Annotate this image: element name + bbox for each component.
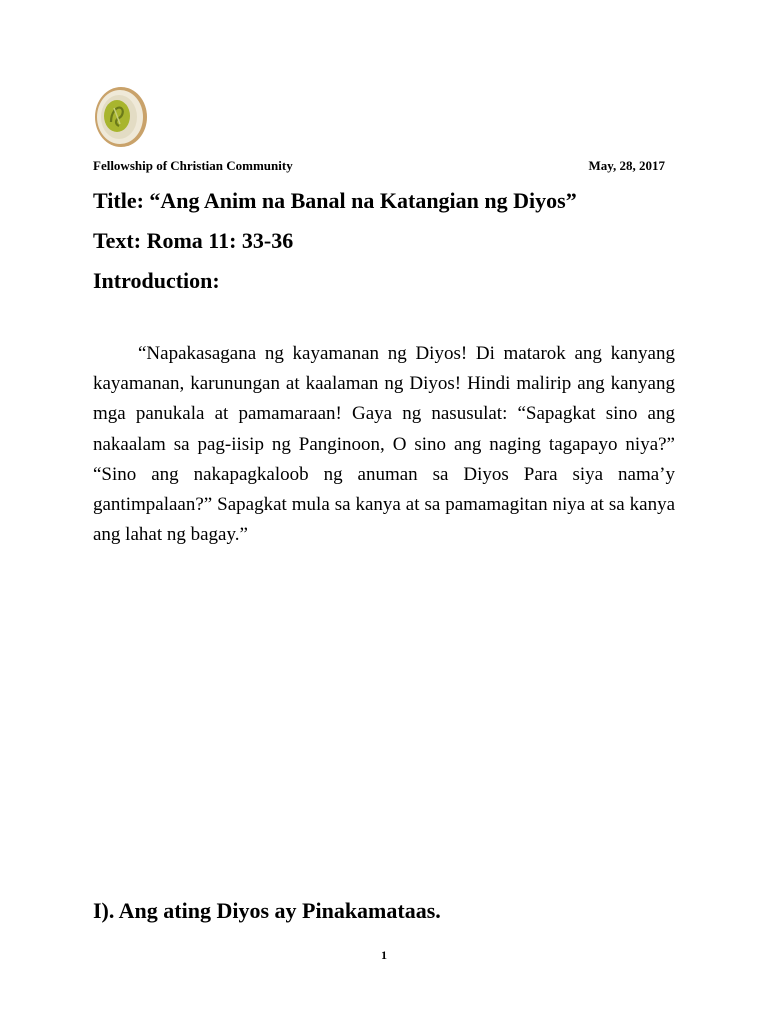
introduction-paragraph: “Napakasagana ng kayamanan ng Diyos! Di matarok ang kanyang kayamanan, karunungan at kaalaman ng Diyos! Hindi malirip ang kanyang mga panukala at pamamaraan! Gaya ng nasusulat: “Sapagkat sino ang nakaalam sa pag-iisip ng Panginoon, O sino ang naging tagapayo niya?” “Sino ang nakapagkaloob ng anuman sa Diyos Para siya nama’y gantimpalaan?” Sapagkat mula sa kanya at sa pamamagitan niya at sa kanya ang lahat ng bagay.” [93,343,675,546]
church-seal-icon [93,86,149,148]
organization-name: Fellowship of Christian Community [93,158,293,173]
sermon-title: Title: “Ang Anim na Banal na Katangian ng Diyos” [93,188,577,213]
introduction-heading: Introduction: [93,268,220,293]
document-date: May, 28, 2017 [588,158,665,173]
page-number: 1 [381,948,387,962]
scripture-reference: Text: Roma 11: 33-36 [93,228,294,253]
section-heading-1: I). Ang ating Diyos ay Pinakamataas. [93,898,441,923]
